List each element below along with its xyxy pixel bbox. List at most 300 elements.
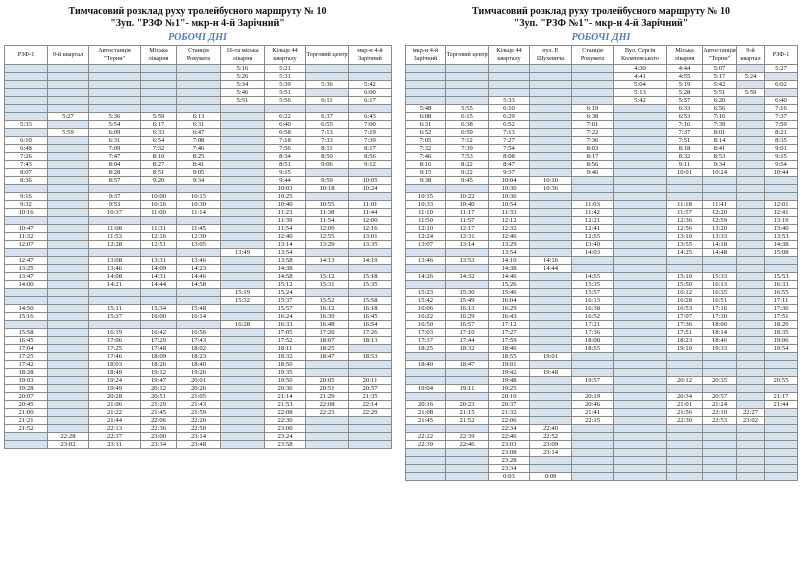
time-cell — [572, 369, 614, 377]
table-row — [406, 449, 798, 457]
time-cell: 10:10 — [530, 177, 572, 185]
table-row — [406, 169, 798, 177]
time-cell — [141, 297, 177, 305]
table-row — [5, 145, 392, 153]
time-cell: 4:41 — [614, 73, 667, 81]
time-cell: 8:41 — [703, 145, 737, 153]
time-cell — [530, 385, 572, 393]
time-cell: 18:07 — [306, 337, 349, 345]
time-cell — [765, 361, 798, 369]
time-cell: 16:12 — [667, 289, 703, 297]
time-cell — [703, 457, 737, 465]
time-cell: 10:36 — [530, 185, 572, 193]
time-cell — [530, 81, 572, 89]
time-cell: 13:46 — [177, 257, 221, 265]
time-cell: 22:06 — [489, 417, 530, 425]
time-cell — [221, 433, 265, 441]
time-cell: 15:37 — [265, 297, 306, 305]
left-subtitle: РОБОЧІ ДНІ — [168, 32, 227, 43]
time-cell: 9:46 — [572, 169, 614, 177]
time-cell: 7:43 — [5, 161, 48, 169]
time-cell: 16:04 — [489, 297, 530, 305]
time-cell: 17:52 — [265, 337, 306, 345]
time-cell — [5, 105, 48, 113]
table-row — [406, 241, 798, 249]
time-cell: 17:36 — [572, 329, 614, 337]
time-cell: 16:57 — [446, 321, 489, 329]
time-cell — [530, 129, 572, 137]
time-cell: 18:26 — [141, 361, 177, 369]
time-cell — [614, 457, 667, 465]
time-cell: 7:16 — [765, 105, 798, 113]
time-cell — [530, 297, 572, 305]
time-cell: 15:57 — [265, 305, 306, 313]
time-cell — [530, 193, 572, 201]
time-cell — [572, 449, 614, 457]
time-cell: 20:37 — [489, 401, 530, 409]
time-cell — [530, 217, 572, 225]
time-cell — [489, 89, 530, 97]
time-cell — [614, 121, 667, 129]
time-cell: 6:56 — [703, 105, 737, 113]
time-cell — [530, 105, 572, 113]
time-cell: 16:18 — [349, 305, 392, 313]
time-cell — [737, 377, 765, 385]
time-cell — [667, 441, 703, 449]
table-row — [5, 361, 392, 369]
time-cell: 10:30 — [177, 201, 221, 209]
time-cell — [703, 425, 737, 433]
time-cell: 15:50 — [667, 281, 703, 289]
time-cell — [667, 433, 703, 441]
time-cell: 17:51 — [667, 329, 703, 337]
time-cell — [489, 73, 530, 81]
time-cell: 18:13 — [349, 337, 392, 345]
time-cell: 12:16 — [349, 225, 392, 233]
time-cell: 5:51 — [221, 97, 265, 105]
time-cell — [572, 385, 614, 393]
time-cell — [765, 257, 798, 265]
time-cell — [5, 89, 48, 97]
time-cell — [221, 313, 265, 321]
time-cell: 22:19 — [703, 409, 737, 417]
time-cell: 8:22 — [446, 161, 489, 169]
right-subtitle: РОБОЧІ ДНІ — [571, 32, 631, 43]
time-cell — [221, 209, 265, 217]
time-cell: 16:35 — [703, 289, 737, 297]
time-cell — [48, 209, 89, 217]
time-cell: 7:37 — [765, 113, 798, 121]
time-cell: 7:39 — [446, 145, 489, 153]
time-cell — [737, 313, 765, 321]
time-cell: 7:12 — [446, 137, 489, 145]
time-cell — [737, 289, 765, 297]
time-cell — [48, 353, 89, 361]
time-cell: 10:24 — [349, 185, 392, 193]
time-cell — [614, 329, 667, 337]
time-cell — [48, 313, 89, 321]
table-row — [406, 393, 798, 401]
time-cell — [406, 265, 446, 273]
time-cell: 6:10 — [489, 105, 530, 113]
time-cell — [614, 129, 667, 137]
time-cell — [221, 193, 265, 201]
time-cell — [177, 321, 221, 329]
time-cell: 8:36 — [5, 177, 48, 185]
time-cell — [703, 465, 737, 473]
column-header: РЗФ-1 — [5, 46, 48, 65]
table-row — [5, 433, 392, 441]
time-cell — [737, 113, 765, 121]
time-cell: 7:46 — [406, 153, 446, 161]
time-cell: 14:26 — [406, 273, 446, 281]
time-cell: 12:56 — [667, 225, 703, 233]
time-cell: 19:57 — [572, 377, 614, 385]
time-cell: 14:38 — [489, 265, 530, 273]
time-cell — [446, 457, 489, 465]
time-cell: 5:57 — [667, 97, 703, 105]
time-cell — [221, 361, 265, 369]
table-row — [406, 113, 798, 121]
time-cell: 11:38 — [306, 209, 349, 217]
time-cell: 15:30 — [446, 289, 489, 297]
time-cell: 15:32 — [221, 297, 265, 305]
time-cell — [446, 97, 489, 105]
time-cell — [737, 433, 765, 441]
table-row — [406, 153, 798, 161]
time-cell — [530, 89, 572, 97]
time-cell: 14:09 — [141, 265, 177, 273]
time-cell: 19:47 — [141, 377, 177, 385]
time-cell — [48, 145, 89, 153]
time-cell — [737, 225, 765, 233]
time-cell — [48, 393, 89, 401]
time-cell: 23:02 — [48, 441, 89, 449]
time-cell: 13:29 — [489, 241, 530, 249]
table-row — [5, 369, 392, 377]
left-table-body — [5, 65, 392, 449]
time-cell: 10:37 — [89, 209, 141, 217]
time-cell — [614, 161, 667, 169]
time-cell — [48, 401, 89, 409]
time-cell: 6:52 — [489, 121, 530, 129]
time-cell — [530, 345, 572, 353]
time-cell: 14:58 — [177, 281, 221, 289]
time-cell: 14:50 — [5, 305, 48, 313]
time-cell: 20:11 — [349, 377, 392, 385]
time-cell: 11:10 — [406, 209, 446, 217]
time-cell — [306, 193, 349, 201]
time-cell: 17:21 — [572, 321, 614, 329]
time-cell: 5:55 — [446, 105, 489, 113]
time-cell — [306, 417, 349, 425]
time-cell: 23:08 — [489, 449, 530, 457]
time-cell — [572, 257, 614, 265]
time-cell — [614, 193, 667, 201]
time-cell: 5:16 — [221, 65, 265, 73]
table-row — [5, 225, 392, 233]
time-cell: 20:05 — [306, 377, 349, 385]
time-cell: 9:44 — [265, 177, 306, 185]
time-cell: 17:25 — [89, 345, 141, 353]
time-cell: 17:37 — [406, 337, 446, 345]
time-cell: 12:20 — [703, 209, 737, 217]
time-cell — [614, 337, 667, 345]
time-cell: 10:00 — [141, 193, 177, 201]
time-cell — [614, 409, 667, 417]
time-cell: 10:33 — [406, 201, 446, 209]
table-row — [406, 313, 798, 321]
time-cell: 14:58 — [265, 273, 306, 281]
column-header: РЗФ-1 — [765, 46, 798, 65]
time-cell: 13:31 — [141, 257, 177, 265]
table-row — [5, 353, 392, 361]
time-cell — [737, 329, 765, 337]
time-cell — [765, 417, 798, 425]
table-row — [5, 289, 392, 297]
time-cell — [446, 353, 489, 361]
column-header: мкр-н 4-й Зарічний — [349, 46, 392, 65]
time-cell: 22:36 — [141, 425, 177, 433]
time-cell — [141, 65, 177, 73]
time-cell — [221, 185, 265, 193]
time-cell — [737, 193, 765, 201]
time-cell — [5, 289, 48, 297]
table-row — [5, 185, 392, 193]
time-cell: 23:00 — [265, 425, 306, 433]
time-cell: 13:49 — [221, 249, 265, 257]
table-row — [406, 457, 798, 465]
time-cell: 15:31 — [306, 281, 349, 289]
time-cell — [572, 353, 614, 361]
time-cell — [614, 169, 667, 177]
time-cell — [530, 417, 572, 425]
time-cell — [89, 73, 141, 81]
time-cell: 5:42 — [614, 97, 667, 105]
time-cell: 7:32 — [141, 145, 177, 153]
table-row — [406, 377, 798, 385]
table-row — [5, 377, 392, 385]
time-cell: 18:40 — [406, 361, 446, 369]
time-cell: 10:44 — [765, 169, 798, 177]
table-row — [406, 281, 798, 289]
time-cell — [406, 369, 446, 377]
time-cell: 19:35 — [265, 369, 306, 377]
time-cell — [614, 289, 667, 297]
time-cell: 17:05 — [265, 329, 306, 337]
time-cell: 5:42 — [703, 81, 737, 89]
time-cell — [221, 345, 265, 353]
time-cell — [530, 249, 572, 257]
column-header: 16-та міська лікарня — [221, 46, 265, 65]
time-cell: 17:43 — [177, 337, 221, 345]
time-cell: 14:00 — [5, 281, 48, 289]
time-cell: 6:53 — [667, 113, 703, 121]
column-header: Станція Рокувата — [572, 46, 614, 65]
time-cell: 16:24 — [265, 313, 306, 321]
time-cell: 21:45 — [406, 417, 446, 425]
time-cell — [614, 225, 667, 233]
time-cell — [614, 313, 667, 321]
time-cell — [446, 393, 489, 401]
time-cell: 15:48 — [177, 305, 221, 313]
left-title-line1: Тимчасовий розклад руху тролейбусного маршруту № 10 — [68, 6, 327, 17]
time-cell: 11:45 — [177, 225, 221, 233]
time-cell: 9:20 — [141, 177, 177, 185]
time-cell: 10:16 — [141, 201, 177, 209]
time-cell: 22:34 — [489, 425, 530, 433]
time-cell — [614, 473, 667, 481]
time-cell — [572, 465, 614, 473]
time-cell — [221, 393, 265, 401]
time-cell: 15:52 — [306, 297, 349, 305]
time-cell: 6:29 — [489, 113, 530, 121]
time-cell — [48, 329, 89, 337]
time-cell: 21:08 — [406, 409, 446, 417]
time-cell: 16:13 — [572, 297, 614, 305]
time-cell: 6:02 — [765, 81, 798, 89]
table-row — [406, 97, 798, 105]
time-cell — [667, 449, 703, 457]
table-row — [5, 233, 392, 241]
table-row — [406, 217, 798, 225]
column-header: пул. Р. Шухевича — [530, 46, 572, 65]
time-cell: 8:56 — [572, 161, 614, 169]
time-cell: 21:29 — [141, 401, 177, 409]
time-cell — [48, 297, 89, 305]
time-cell — [614, 377, 667, 385]
time-cell: 22:39 — [406, 441, 446, 449]
table-row — [406, 353, 798, 361]
table-row — [5, 273, 392, 281]
time-cell — [614, 353, 667, 361]
time-cell: 9:15 — [406, 169, 446, 177]
time-cell — [530, 321, 572, 329]
table-row — [5, 105, 392, 113]
time-cell — [765, 449, 798, 457]
table-row — [5, 441, 392, 449]
time-cell: 17:27 — [489, 329, 530, 337]
table-row — [406, 321, 798, 329]
time-cell: 22:46 — [446, 441, 489, 449]
time-cell: 20:12 — [667, 377, 703, 385]
time-cell: 18:47 — [446, 361, 489, 369]
time-cell: 23:58 — [265, 441, 306, 449]
time-cell: 10:40 — [446, 201, 489, 209]
time-cell: 8:11 — [306, 145, 349, 153]
time-cell: 12:59 — [703, 217, 737, 225]
time-cell — [48, 153, 89, 161]
time-cell — [349, 369, 392, 377]
time-cell — [406, 185, 446, 193]
time-cell: 6:10 — [5, 137, 48, 145]
time-cell: 19:06 — [765, 337, 798, 345]
time-cell: 21:29 — [306, 393, 349, 401]
time-cell: 19:10 — [667, 345, 703, 353]
time-cell: 7:18 — [265, 137, 306, 145]
table-row — [406, 369, 798, 377]
time-cell: 18:23 — [667, 337, 703, 345]
time-cell — [446, 185, 489, 193]
time-cell — [48, 137, 89, 145]
time-cell: 21:52 — [5, 425, 48, 433]
time-cell — [177, 97, 221, 105]
time-cell: 17:07 — [667, 313, 703, 321]
time-cell: 8:35 — [765, 137, 798, 145]
time-cell — [349, 265, 392, 273]
time-cell: 20:28 — [89, 393, 141, 401]
time-cell — [737, 81, 765, 89]
time-cell — [765, 265, 798, 273]
time-cell: 16:56 — [177, 329, 221, 337]
time-cell: 22:22 — [406, 433, 446, 441]
time-cell: 15:53 — [765, 273, 798, 281]
table-row — [5, 281, 392, 289]
time-cell — [177, 289, 221, 297]
time-cell: 8:17 — [572, 153, 614, 161]
time-cell — [614, 297, 667, 305]
time-cell — [221, 129, 265, 137]
time-cell — [737, 457, 765, 465]
time-cell — [446, 425, 489, 433]
time-cell: 6:43 — [349, 113, 392, 121]
time-cell: 6:19 — [572, 105, 614, 113]
time-cell — [48, 193, 89, 201]
time-cell — [737, 393, 765, 401]
time-cell — [703, 441, 737, 449]
time-cell: 9:01 — [765, 145, 798, 153]
table-row — [5, 113, 392, 121]
time-cell: 8:51 — [265, 161, 306, 169]
time-cell — [737, 249, 765, 257]
time-cell — [530, 169, 572, 177]
time-cell: 6:00 — [349, 89, 392, 97]
time-cell — [614, 281, 667, 289]
time-cell: 19:04 — [406, 385, 446, 393]
time-cell: 8:08 — [489, 153, 530, 161]
time-cell: 17:30 — [703, 313, 737, 321]
time-cell — [614, 217, 667, 225]
column-header: Кільце 44 кварталу — [265, 46, 306, 65]
time-cell — [703, 257, 737, 265]
time-cell: 10:01 — [667, 169, 703, 177]
time-cell: 16:22 — [406, 313, 446, 321]
time-cell — [221, 201, 265, 209]
time-cell: 16:13 — [703, 281, 737, 289]
time-cell — [530, 457, 572, 465]
time-cell — [667, 361, 703, 369]
time-cell: 5:51 — [265, 89, 306, 97]
time-cell: 22:46 — [489, 433, 530, 441]
time-cell: 22:50 — [177, 425, 221, 433]
time-cell: 21:21 — [5, 417, 48, 425]
table-row — [5, 345, 392, 353]
time-cell — [737, 217, 765, 225]
right-timetable — [405, 45, 798, 481]
time-cell — [306, 73, 349, 81]
time-cell: 9:06 — [306, 161, 349, 169]
time-cell: 11:54 — [265, 225, 306, 233]
time-cell: 4:55 — [667, 73, 703, 81]
time-cell — [48, 217, 89, 225]
time-cell: 9:38 — [406, 177, 446, 185]
time-cell: 8:34 — [265, 153, 306, 161]
time-cell — [306, 105, 349, 113]
time-cell: 16:54 — [349, 321, 392, 329]
time-cell — [572, 89, 614, 97]
time-cell — [572, 457, 614, 465]
time-cell: 6:11 — [306, 97, 349, 105]
